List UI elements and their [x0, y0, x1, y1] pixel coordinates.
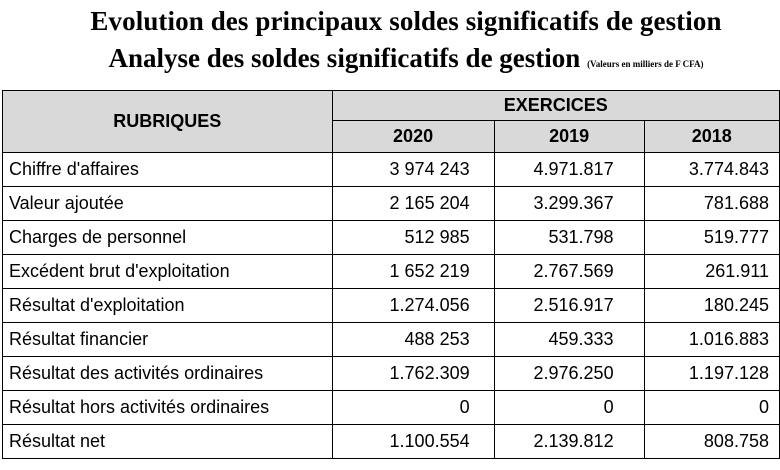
subtitle-text: Analyse des soldes significatifs de gestion: [108, 43, 581, 73]
value-2018: 0: [644, 391, 779, 425]
header-year-2019: 2019: [494, 121, 644, 153]
table-row: [3, 255, 780, 289]
header-rubriques: RUBRIQUES: [3, 91, 333, 153]
header-year-2020: 2020: [332, 121, 494, 153]
value-2019: 2.976.250: [494, 357, 644, 391]
table-row: [3, 289, 780, 323]
value-2019: 459.333: [494, 323, 644, 357]
value-2020: 1.274.056: [332, 289, 494, 323]
value-2018: 1.197.128: [644, 357, 779, 391]
value-2019: 3.299.367: [494, 187, 644, 221]
table-row: [3, 357, 780, 391]
value-2018: 3.774.843: [644, 153, 779, 187]
header-year-2018: 2018: [644, 121, 779, 153]
value-2020: 2 165 204: [332, 187, 494, 221]
value-2018: 808.758: [644, 425, 779, 459]
row-label: Résultat hors activités ordinaires: [3, 391, 333, 425]
sig-table: [2, 90, 780, 459]
page-subtitle: [0, 43, 780, 74]
value-2020: 1 652 219: [332, 255, 494, 289]
row-label: Résultat d'exploitation: [3, 289, 333, 323]
row-label: Charges de personnel: [3, 221, 333, 255]
row-label: Résultat financier: [3, 323, 333, 357]
value-2019: 2.767.569: [494, 255, 644, 289]
table-row: [3, 425, 780, 459]
table-row: [3, 391, 780, 425]
table-row: [3, 187, 780, 221]
value-2018: 519.777: [644, 221, 779, 255]
page-title: Evolution des principaux soldes significatifs de gestion: [90, 6, 722, 36]
row-label: Résultat net: [3, 425, 333, 459]
header-exercices: EXERCICES: [332, 91, 779, 121]
value-2020: 512 985: [332, 221, 494, 255]
value-2019: 4.971.817: [494, 153, 644, 187]
value-2019: 531.798: [494, 221, 644, 255]
units-note: (Valeurs en milliers de F CFA): [587, 59, 704, 69]
value-2018: 781.688: [644, 187, 779, 221]
value-2018: 261.911: [644, 255, 779, 289]
value-2020: 1.762.309: [332, 357, 494, 391]
value-2019: 0: [494, 391, 644, 425]
table-row: [3, 221, 780, 255]
value-2020: 3 974 243: [332, 153, 494, 187]
value-2018: 180.245: [644, 289, 779, 323]
value-2019: 2.139.812: [494, 425, 644, 459]
table-row: [3, 153, 780, 187]
value-2020: 1.100.554: [332, 425, 494, 459]
row-label: Valeur ajoutée: [3, 187, 333, 221]
value-2019: 2.516.917: [494, 289, 644, 323]
row-label: Chiffre d'affaires: [3, 153, 333, 187]
value-2020: 0: [332, 391, 494, 425]
table-body: [3, 153, 780, 459]
table-row: [3, 323, 780, 357]
value-2020: 488 253: [332, 323, 494, 357]
row-label: Excédent brut d'exploitation: [3, 255, 333, 289]
value-2018: 1.016.883: [644, 323, 779, 357]
row-label: Résultat des activités ordinaires: [3, 357, 333, 391]
